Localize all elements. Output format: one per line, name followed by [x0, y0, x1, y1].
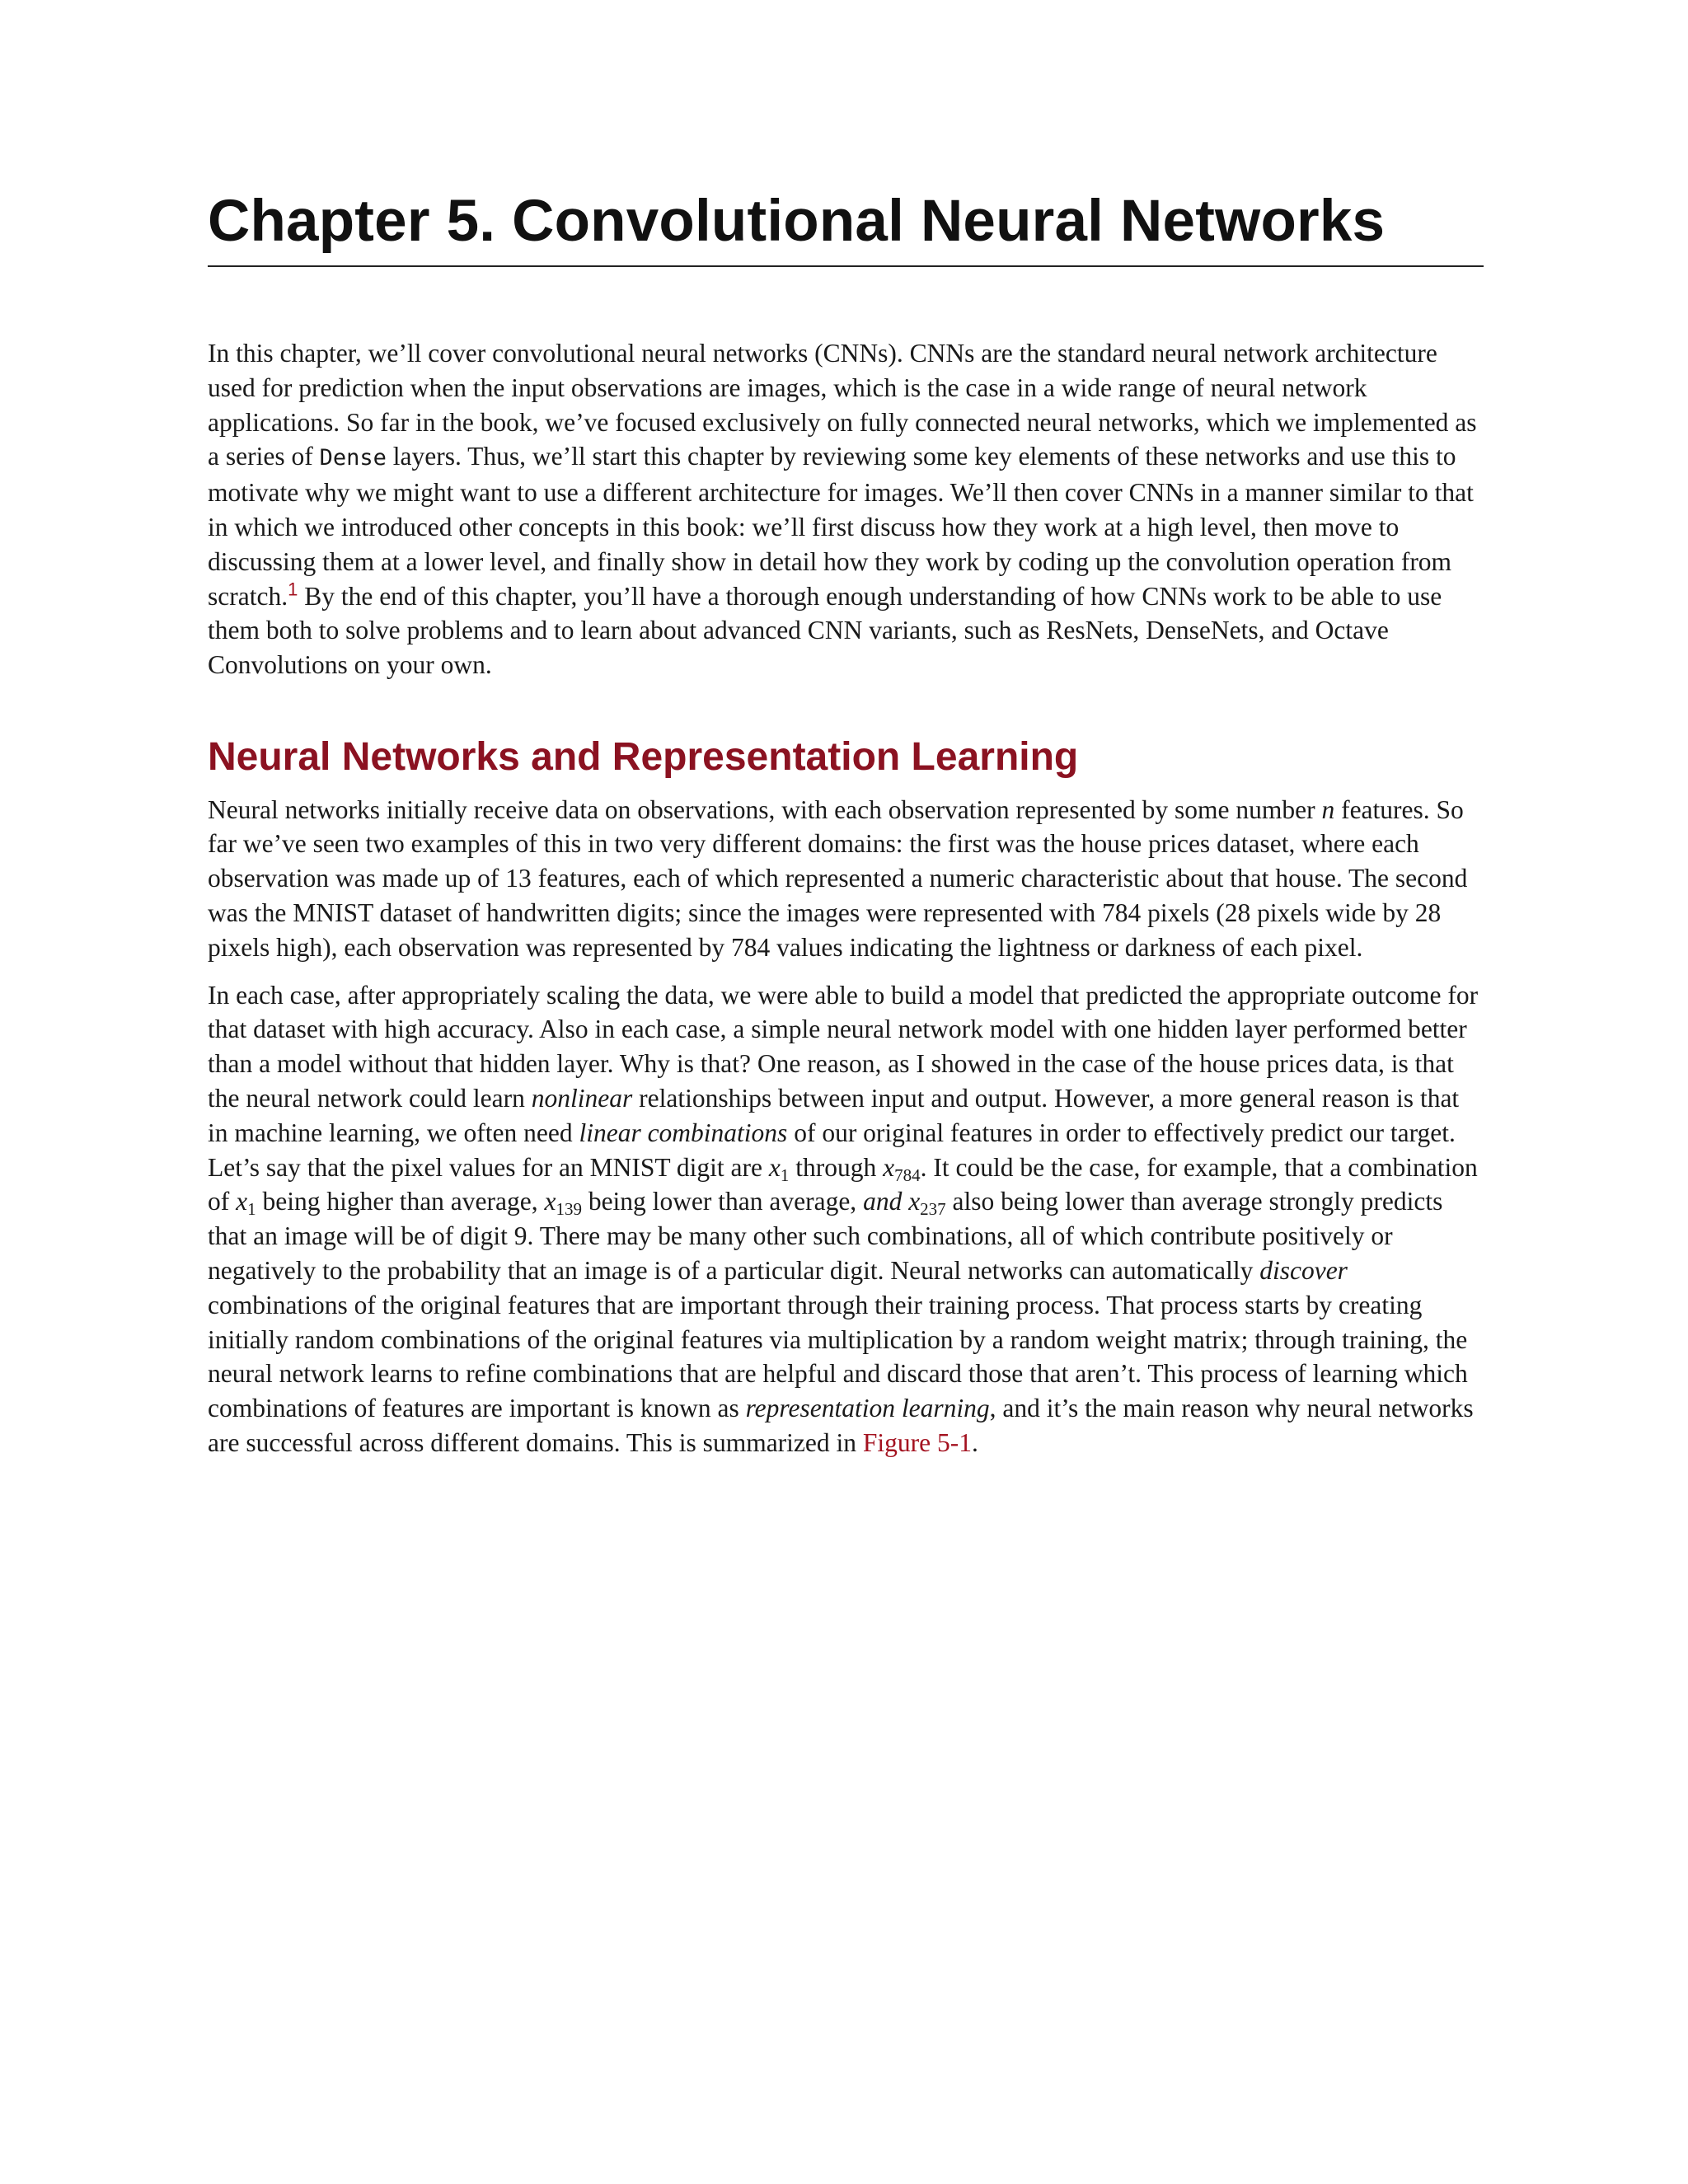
p2-text-12: . — [972, 1428, 978, 1457]
footnote-link[interactable]: 1 — [288, 579, 298, 600]
var-x237: x — [908, 1187, 921, 1216]
p2-text-7: being lower than average, — [581, 1187, 864, 1216]
p2-text-8 — [902, 1187, 908, 1216]
figure-5-1-link[interactable]: Figure 5-1 — [862, 1428, 972, 1457]
section-paragraph-2 — [208, 978, 1484, 1460]
sub-1-b: 1 — [247, 1199, 256, 1220]
sub-784: 784 — [894, 1165, 921, 1185]
sub-1: 1 — [780, 1165, 790, 1185]
intro-paragraph — [208, 336, 1484, 682]
var-x1-b: x — [236, 1187, 248, 1216]
p1-var-n: n — [1321, 794, 1335, 824]
sub-139: 139 — [556, 1199, 582, 1220]
section-heading: Neural Networks and Representation Learning — [208, 735, 1079, 780]
p2-text-10: combinations of the original features that are important through their training process. That process starts by creating initially random combinations of the original features via multiplication by a random weight matrix; through training, the neural network learns to refine combinations that are helpful and discard those that aren’t. This process of learning which combinations of features are important is known as — [208, 1290, 1468, 1423]
p2-text-2: relationships between input and output. However, a more general reason is that in machine learning, we often need — [208, 1084, 1460, 1147]
p2-em-linear-combinations: linear combinations — [579, 1118, 788, 1147]
p2-text-5: . It could be the case, for example, that a combination of — [208, 1152, 1478, 1216]
intro-text-3: By the end of this chapter, you’ll have a thorough enough understanding of how CNNs work to be able to use them both to solve problems and to learn about advanced CNN variants, such as ResNets, DenseNets, and Octave Convolutions on your own. — [208, 581, 1442, 680]
var-x139: x — [544, 1187, 556, 1216]
document-page — [208, 190, 1484, 1460]
code-dense: Dense — [319, 445, 387, 471]
p2-em-representation-learning: representation learning — [745, 1394, 990, 1423]
p2-em-nonlinear: nonlinear — [531, 1084, 633, 1113]
p2-text-4: through — [789, 1152, 884, 1182]
section-paragraph-1 — [208, 793, 1484, 965]
p2-em-and: and — [863, 1187, 903, 1216]
p2-text-3: of our original features in order to effectively predict our target. Let’s say that the pixel values for an MNIST digit are — [208, 1118, 1456, 1182]
p2-text-11: , and it’s the main reason why neural networks are successful across different domains. This is summarized in — [208, 1394, 1474, 1457]
p2-em-discover: discover — [1259, 1256, 1348, 1286]
p2-text-1: In each case, after appropriately scaling the data, we were able to build a model that predicted the appropriate outcome for that dataset with high accuracy. Also in each case, a simple neural network model with one hidden layer performed better than a model without that hidden layer. Why is that? One reason, as I showed in the case of the house prices data, is that the neural network could learn — [208, 980, 1479, 1113]
var-x784: x — [883, 1152, 895, 1182]
p2-text-9: also being lower than average strongly predicts that an image will be of digit 9. There may be many other such combinations, all of which contribute positively or negatively to the probability that an image is of a particular digit. Neural networks can automatically — [208, 1187, 1443, 1286]
p1-text-1: Neural networks initially receive data on observations, with each observation represented by some number — [208, 794, 1322, 824]
intro-text-2: layers. Thus, we’ll start this chapter by reviewing some key elements of these networks and use this to motivate why we might want to use a different architecture for images. We’ll then cover CNNs in a manner similar to that in which we introduced other concepts in this book: we’ll first discuss how they work at a high level, then move to discussing them at a lower level, and finally show in detail how they work by coding up the convolution operation from scratch. — [208, 442, 1474, 611]
sub-237: 237 — [920, 1199, 946, 1220]
p1-text-2: features. So far we’ve seen two examples of this in two very different domains: the first was the house prices dataset, where each observation was made up of 13 features, each of which represented a numeric characteristic about that house. The second was the MNIST dataset of handwritten digits; since the images were represented with 784 pixels (28 pixels wide by 28 pixels high), each observation was represented by 784 values indicating the lightness or darkness of each pixel. — [208, 794, 1468, 962]
p2-text-6: being higher than average, — [256, 1187, 545, 1216]
chapter-title: Chapter 5. Convolutional Neural Networks — [208, 190, 1484, 267]
var-x1: x — [768, 1152, 781, 1182]
intro-text-1: In this chapter, we’ll cover convolutional neural networks (CNNs). CNNs are the standard neural network architecture used for prediction when the input observations are images, which is the case in a wide range of neural network applications. So far in the book, we’ve focused exclusively on fully connected neural networks, which we implemented as a series of — [208, 339, 1477, 471]
